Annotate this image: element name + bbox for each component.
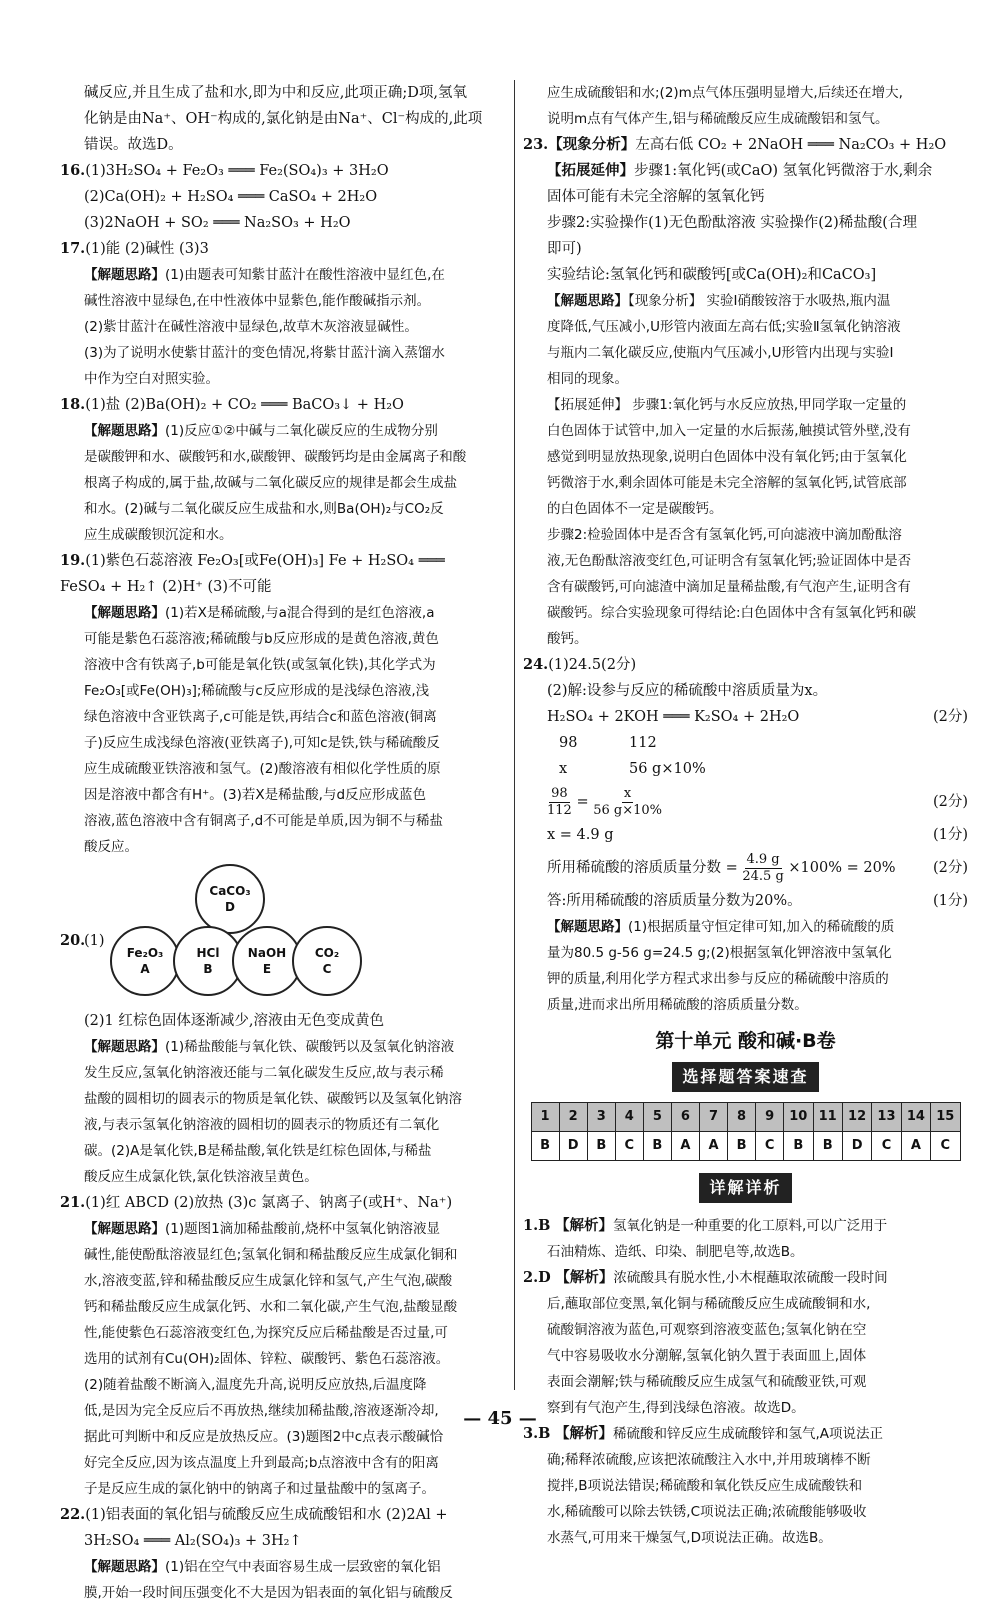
question-21 <box>60 1190 505 1502</box>
banner-label: 选择题答案速查 <box>672 1062 818 1092</box>
mass-fraction-label: 所用稀硫酸的溶质质量分数 = <box>547 860 743 876</box>
explanation-line: 察到有气泡产生,得到浅绿色溶液。故选D。 <box>547 1400 805 1416</box>
explanation-tag: 【解题思路】 <box>547 293 628 309</box>
section-tag: 【现象分析】 <box>548 137 636 153</box>
ratio-value: 112 <box>629 735 657 751</box>
explanation-line: 绿色溶液中含亚铁离子,c可能是铁,再结合c和蓝色溶液(铜离 <box>84 709 437 725</box>
circle-formula: CO₂ <box>314 946 340 960</box>
explanation-line: 碱性溶液中显绿色,在中性液体中显紫色,能作酸碱指示剂。 <box>84 293 431 309</box>
explanation-tag: 【解题思路】 <box>84 267 165 283</box>
answer-choice: C <box>615 1132 643 1161</box>
explanation-line: 度降低,气压减小,U形管内液面左高右低;实验Ⅱ氢氧化钠溶液 <box>547 319 901 335</box>
explanation-line: 【拓展延伸】 步骤1:氧化钙与水反应放热,甲同学取一定量的 <box>547 397 907 413</box>
answer-question-number: 15 <box>931 1103 960 1132</box>
explanation-line: 和水。(2)碱与二氧化碳反应生成盐和水,则Ba(OH)₂与CO₂反 <box>84 501 444 517</box>
answer-question-number: 4 <box>615 1103 643 1132</box>
answer-question-number: 3 <box>587 1103 615 1132</box>
explanation-line: 发生反应,氢氧化钠溶液还能与二氧化碳发生反应,故与表示稀 <box>84 1065 444 1081</box>
explanation-line: 子是反应生成的氯化钠中的钠离子和过量盐酸中的氢离子。 <box>84 1481 435 1497</box>
answer-line: (2)1 红棕色固体逐渐减少,溶液由无色变成黄色 <box>84 1013 384 1029</box>
left-column <box>60 80 505 1606</box>
answer-line: 3H₂SO₄ ═══ Al₂(SO₄)₃ + 3H₂↑ <box>84 1533 302 1549</box>
answer-check-banner <box>523 1062 968 1092</box>
circle-formula: CaCO₃ <box>209 884 251 898</box>
answer-choice: D <box>559 1132 587 1161</box>
question-number: 3.B <box>523 1425 551 1442</box>
answer-question-number: 7 <box>699 1103 727 1132</box>
numerator: 98 <box>551 785 568 801</box>
answer-choice: C <box>872 1132 901 1161</box>
explanation-line: 选用的试剂有Cu(OH)₂固体、锌粒、碳酸钙、紫色石蕊溶液。 <box>84 1351 450 1367</box>
final-answer: 答:所用稀硫酸的溶质质量分数为20%。 <box>547 893 802 909</box>
explanation-tag: 【解题思路】 <box>84 1039 165 1055</box>
intro-block <box>60 80 505 158</box>
right-column <box>523 80 968 1551</box>
answer-choice: B <box>531 1132 559 1161</box>
fraction <box>547 786 572 819</box>
explanation-line: 根离子构成的,属于盐,故碱与二氧化碳反应的规律是都会生成盐 <box>84 475 458 491</box>
explanation-line: 相同的现象。 <box>547 371 628 387</box>
explanation-tag: 【解题思路】 <box>84 1559 165 1575</box>
explanation-tag: 【解题思路】 <box>547 919 628 935</box>
answer-line: FeSO₄ + H₂↑ (2)H⁺ (3)不可能 <box>60 579 272 595</box>
explanation-line: (2)紫甘蓝汁在碱性溶液中显绿色,故草木灰溶液显碱性。 <box>84 319 418 335</box>
answer-line: (1)3H₂SO₄ + Fe₂O₃ ═══ Fe₂(SO₄)₃ + 3H₂O <box>85 163 389 179</box>
circle-letter: D <box>225 900 235 914</box>
question-number: 19. <box>60 552 86 569</box>
explanation-line: 好完全反应,因为该点温度上升到最高;b点溶液中含有的阳离 <box>84 1455 439 1471</box>
answer-line: (3)2NaOH + SO₂ ═══ Na₂SO₃ + H₂O <box>84 215 351 231</box>
explanation-line: Fe₂O₃[或Fe(OH)₃];稀硫酸与c反应形成的是浅绿色溶液,浅 <box>84 683 430 699</box>
answer-choice: C <box>931 1132 960 1161</box>
explanation-line: 可能是紫色石蕊溶液;稀硫酸与b反应形成的是黄色溶液,黄色 <box>84 631 439 647</box>
score: (2分) <box>932 709 968 725</box>
text-line: 碱反应,并且生成了盐和水,即为中和反应,此项正确;D项,氢氧 <box>84 85 467 101</box>
explanation-tag: 【解题思路】 <box>84 1221 165 1237</box>
explanation-line: 说明m点有气体产生,铝与稀硫酸反应生成硫酸铝和氢气。 <box>547 111 889 127</box>
explanation-line: 溶液中含有铁离子,b可能是氧化铁(或氢氧化铁),其化学式为 <box>84 657 436 673</box>
explanation-line: 水,稀硫酸可以除去铁锈,C项说法正确;浓硫酸能够吸收 <box>547 1504 867 1520</box>
explanation-tag: 【解题思路】 <box>84 423 165 439</box>
detail-3 <box>523 1421 968 1551</box>
explanation-line: 是碳酸钾和水、碳酸钙和水,碳酸钾、碳酸钙均是由金属离子和酸 <box>84 449 467 465</box>
answer-question-number: 8 <box>728 1103 756 1132</box>
answer-line: 即可) <box>547 241 582 257</box>
ratio-value: 98 <box>559 735 578 751</box>
explanation-line: 与瓶内二氧化碳反应,使瓶内气压减小,U形管内出现与实验Ⅰ <box>547 345 894 361</box>
explanation-line: 硫酸铜溶液为蓝色,可观察到溶液变蓝色;氢氧化钠在空 <box>547 1322 867 1338</box>
proportion-row <box>523 782 968 822</box>
answer-row <box>523 888 968 914</box>
explanation-line: 低,是因为完全反应后不再放热,继续加稀盐酸,溶液逐渐冷却, <box>84 1403 439 1419</box>
answer-question-number: 13 <box>872 1103 901 1132</box>
explanation-line: (1)根据质量守恒定律可知,加入的稀硫酸的质 <box>628 919 895 935</box>
denominator: 56 g×10% <box>593 802 662 818</box>
question-24 <box>523 652 968 1018</box>
explanation-line: 含有碳酸钙,可向滤渣中滴加足量稀盐酸,有气泡产生,证明含有 <box>547 579 911 595</box>
answer-choice: B <box>643 1132 671 1161</box>
denominator: 24.5 g <box>742 868 784 884</box>
explanation-line: 盐酸的圆相切的圆表示的物质是氧化铁、碳酸钙以及氢氧化钠溶 <box>84 1091 462 1107</box>
circle-letter: B <box>203 962 213 976</box>
answer-question-number: 14 <box>901 1103 930 1132</box>
explanation-line: 量为80.5 g-56 g=24.5 g;(2)根据氢氧化钾溶液中氢氧化 <box>547 945 892 961</box>
answer-line: (1)能 (2)碱性 (3)3 <box>85 241 209 257</box>
answer-choice: C <box>756 1132 784 1161</box>
explanation-tag: 【解析】 <box>555 1218 614 1234</box>
explanation-line: (1)题图1滴加稀盐酸前,烧杯中氢氧化钠溶液显 <box>165 1221 441 1237</box>
circle-d <box>195 864 265 934</box>
question-20 <box>60 864 505 1190</box>
circle-formula: HCl <box>196 946 220 960</box>
banner-label: 详解详析 <box>699 1173 791 1203</box>
circle-letter: A <box>140 962 150 976</box>
answer-question-number: 2 <box>559 1103 587 1132</box>
section-tag: 【拓展延伸】 <box>547 163 634 179</box>
explanation-line: 确;稀释浓硫酸,应该把浓硫酸注入水中,并用玻璃棒不断 <box>547 1452 871 1468</box>
explanation-tag: 【解析】 <box>555 1270 614 1286</box>
column-divider <box>514 80 515 1390</box>
explanation-line: 的白色固体不一定是碳酸钙。 <box>547 501 723 517</box>
explanation-tag: 【解题思路】 <box>84 605 165 621</box>
answer-line: (2)解:设参与反应的稀硫酸中溶质质量为x。 <box>547 683 828 699</box>
circle-c <box>292 926 362 996</box>
text-line: 化钠是由Na⁺、OH⁻构成的,氯化钠是由Na⁺、Cl⁻构成的,此项 <box>84 111 483 127</box>
explanation-line: 石油精炼、造纸、印染、制肥皂等,故选B。 <box>547 1244 804 1260</box>
circle-a <box>110 926 180 996</box>
sub-question-label: (1) <box>84 933 105 949</box>
explanation-line: 搅拌,B项说法错误;稀硫酸和氧化铁反应生成硫酸铁和 <box>547 1478 863 1494</box>
explanation-line: (1)若X是稀硫酸,与a混合得到的是红色溶液,a <box>165 605 435 621</box>
fraction <box>593 786 662 819</box>
ratio-value: x <box>559 761 568 777</box>
answer-line: 固体可能有未完全溶解的氢氧化钙 <box>547 189 765 205</box>
answer-choice: D <box>842 1132 871 1161</box>
score: (2分) <box>932 794 968 810</box>
answer-question-number: 12 <box>842 1103 871 1132</box>
question-18 <box>60 392 505 548</box>
explanation-line: 应生成碳酸钡沉淀和水。 <box>84 527 233 543</box>
explanation-line: 钾的质量,利用化学方程式求出参与反应的稀硫酸中溶质的 <box>547 971 889 987</box>
mass-fraction-result: ×100% = 20% <box>788 860 896 876</box>
answer-line: (1)紫色石蕊溶液 Fe₂O₃[或Fe(OH)₃] Fe + H₂SO₄ ═══ <box>85 553 445 569</box>
continued-explanation <box>523 80 968 132</box>
explanation-line: (1)由题表可知紫甘蓝汁在酸性溶液中显红色,在 <box>165 267 445 283</box>
score: (2分) <box>932 860 968 876</box>
unit-title: 第十单元 酸和碱·B卷 <box>655 1030 836 1052</box>
question-19 <box>60 548 505 860</box>
numerator: x <box>623 785 632 801</box>
question-22 <box>60 1502 505 1606</box>
answer-question-number: 10 <box>784 1103 813 1132</box>
answer-line: (2)Ca(OH)₂ + H₂SO₄ ═══ CaSO₄ + 2H₂O <box>84 189 378 205</box>
explanation-line: 氢氧化钠是一种重要的化工原料,可以广泛用于 <box>613 1218 888 1234</box>
score: (1分) <box>932 893 968 909</box>
question-number: 20. <box>60 932 86 949</box>
explanation-line: 【现象分析】 实验Ⅰ硝酸铵溶于水吸热,瓶内温 <box>628 293 891 309</box>
explanation-line: 白色固体于试管中,加入一定量的水后振荡,触摸试管外壁,没有 <box>547 423 911 439</box>
circle-letter: E <box>262 962 272 976</box>
explanation-line: (3)为了说明水使紫甘蓝汁的变色情况,将紫甘蓝汁滴入蒸馏水 <box>84 345 445 361</box>
answer-line: (1)24.5(2分) <box>548 657 637 673</box>
explanation-line: 气中容易吸收水分潮解,氢氧化钠久置于表面皿上,固体 <box>547 1348 867 1364</box>
answer-table-row <box>531 1132 960 1161</box>
explanation-line: 溶液,蓝色溶液中含有铜离子,d不可能是单质,因为铜不与稀盐 <box>84 813 443 829</box>
question-number: 16. <box>60 162 86 179</box>
answer-choice: B <box>784 1132 813 1161</box>
explanation-line: 浓硫酸具有脱水性,小木棍蘸取浓硫酸一段时间 <box>613 1270 888 1286</box>
explanation-tag: 【解析】 <box>555 1426 614 1442</box>
answer-question-number: 6 <box>671 1103 699 1132</box>
circle-letter: C <box>322 962 332 976</box>
explanation-line: 后,蘸取部位变黑,氧化铜与稀硫酸反应生成硫酸铜和水, <box>547 1296 871 1312</box>
question-17 <box>60 236 505 392</box>
answer-choice: B <box>587 1132 615 1161</box>
mass-fraction-row <box>523 848 968 888</box>
explanation-line: 子)反应生成浅绿色溶液(亚铁离子),可知c是铁,铁与稀硫酸反 <box>84 735 440 751</box>
explanation-line: 碱性,能使酚酞溶液显红色;氢氧化铜和稀盐酸反应生成氯化铜和 <box>84 1247 458 1263</box>
score: (1分) <box>932 827 968 843</box>
result-row <box>523 822 968 848</box>
detail-2 <box>523 1265 968 1421</box>
answer-line: 实验结论:氢氧化钙和碳酸钙[或Ca(OH)₂和CaCO₃] <box>547 267 877 283</box>
explanation-line: (2)随着盐酸不断滴入,温度先升高,说明反应放热,后温度降 <box>84 1377 427 1393</box>
question-number: 22. <box>60 1506 86 1523</box>
question-number: 23. <box>523 136 549 153</box>
equals-sign: = <box>576 794 589 810</box>
detail-1 <box>523 1213 968 1265</box>
explanation-line: (1)稀盐酸能与氧化铁、碳酸钙以及氢氧化钠溶液 <box>165 1039 455 1055</box>
question-23 <box>523 132 968 652</box>
explanation-line: 水,溶液变蓝,锌和稀盐酸反应生成氯化锌和氢气,产生气泡,碳酸 <box>84 1273 453 1289</box>
explanation-line: 表面会潮解;铁与稀硫酸反应生成氢气和硫酸亚铁,可观 <box>547 1374 867 1390</box>
chemical-equation: H₂SO₄ + 2KOH ═══ K₂SO₄ + 2H₂O <box>547 709 800 725</box>
explanation-line: 步骤2:检验固体中是否含有氢氧化钙,可向滤液中滴加酚酞溶 <box>547 527 902 543</box>
answer-line: (1)红 ABCD (2)放热 (3)c 氯离子、钠离子(或H⁺、Na⁺) <box>85 1195 453 1211</box>
explanation-line: 稀硫酸和锌反应生成硫酸锌和氢气,A项说法正 <box>613 1426 884 1442</box>
question-number: 21. <box>60 1194 86 1211</box>
answer-table <box>531 1102 961 1161</box>
explanation-line: 酸反应。 <box>84 839 138 855</box>
explanation-line: 液,无色酚酞溶液变红色,可证明含有氢氧化钙;验证固体中是否 <box>547 553 912 569</box>
answer-line: 左高右低 CO₂ + 2NaOH ═══ Na₂CO₃ + H₂O <box>635 137 947 153</box>
question-number: 18. <box>60 396 86 413</box>
explanation-line: 液,与表示氢氧化钠溶液的圆相切的圆表示的物质还有二氧化 <box>84 1117 440 1133</box>
answer-line: 步骤2:实验操作(1)无色酚酞溶液 实验操作(2)稀盐酸(合理 <box>547 215 917 231</box>
circle-diagram <box>60 864 505 1004</box>
answer-question-number: 9 <box>756 1103 784 1132</box>
explanation-line: 应生成硫酸铝和水;(2)m点气体压强明显增大,后续还在增大, <box>547 85 903 101</box>
answer-line: 步骤1:氧化钙(或CaO) 氢氧化钙微溶于水,剩余 <box>634 163 933 179</box>
question-number: 17. <box>60 240 86 257</box>
answer-choice: B <box>813 1132 842 1161</box>
answer-choice: A <box>901 1132 930 1161</box>
question-number: 24. <box>523 656 549 673</box>
explanation-line: 应生成硫酸亚铁溶液和氢气。(2)酸溶液有相似化学性质的原 <box>84 761 441 777</box>
explanation-line: 酸反应生成氯化铁,氯化铁溶液呈黄色。 <box>84 1169 318 1185</box>
answer-line: (1)盐 (2)Ba(OH)₂ + CO₂ ═══ BaCO₃↓ + H₂O <box>85 397 404 413</box>
explanation-line: 钙微溶于水,剩余固体可能是未完全溶解的氢氧化钙,试管底部 <box>547 475 907 491</box>
answer-choice: A <box>671 1132 699 1161</box>
ratio-value: 56 g×10% <box>629 761 706 777</box>
question-16 <box>60 158 505 236</box>
explanation-line: (1)铝在空气中表面容易生成一层致密的氧化铝 <box>165 1559 441 1575</box>
explanation-line: 碳酸钙。综合实验现象可得结论:白色固体中含有氢氧化钙和碳 <box>547 605 917 621</box>
explanation-line: 据此可判断中和反应是放热反应。(3)题图2中c点表示酸碱恰 <box>84 1429 444 1445</box>
fraction <box>742 852 783 885</box>
explanation-line: 质量,进而求出所用稀硫酸的溶质质量分数。 <box>547 997 808 1013</box>
explanation-line: (1)反应①②中碱与二氧化碳反应的生成物分别 <box>165 423 438 439</box>
text-line: 错误。故选D。 <box>84 137 183 153</box>
answer-question-number: 1 <box>531 1103 559 1132</box>
explanation-line: 酸钙。 <box>547 631 588 647</box>
answer-question-number: 11 <box>813 1103 842 1132</box>
answer-table-header <box>531 1103 960 1132</box>
explanation-line: 性,能使紫色石蕊溶液变红色,为探究反应后稀盐酸是否过量,可 <box>84 1325 448 1341</box>
result: x = 4.9 g <box>547 827 614 843</box>
question-number: 2.D <box>523 1269 551 1286</box>
answer-choice: B <box>728 1132 756 1161</box>
explanation-line: 膜,开始一段时间压强变化不大是因为铝表面的氧化铝与硫酸反 <box>84 1585 453 1601</box>
explanation-line: 水蒸气,可用来干燥氢气,D项说法正确。故选B。 <box>547 1530 832 1546</box>
explanation-line: 碳。(2)A是氧化铁,B是稀盐酸,氧化铁是红棕色固体,与稀盐 <box>84 1143 432 1159</box>
answer-line: (1)铝表面的氧化铝与硫酸反应生成硫酸铝和水 (2)2Al + <box>85 1507 448 1523</box>
detailed-explanation-banner <box>523 1173 968 1203</box>
question-number: 1.B <box>523 1217 551 1234</box>
circle-formula: NaOH <box>247 946 287 960</box>
explanation-line: 钙和稀盐酸反应生成氯化钙、水和二氧化碳,产生气泡,盐酸显酸 <box>84 1299 458 1315</box>
explanation-line: 因是溶液中都含有H⁺。(3)若X是稀盐酸,与d反应形成蓝色 <box>84 787 427 803</box>
circle-formula: Fe₂O₃ <box>126 946 164 960</box>
explanation-line: 中作为空白对照实验。 <box>84 371 219 387</box>
equation-row <box>523 704 968 730</box>
answer-question-number: 5 <box>643 1103 671 1132</box>
numerator: 4.9 g <box>746 851 780 867</box>
explanation-line: 感觉到明显放热现象,说明白色固体中没有氧化钙;由于氢氧化 <box>547 449 907 465</box>
denominator: 112 <box>547 802 572 818</box>
page-number: — 45 — <box>463 1408 537 1429</box>
answer-choice: A <box>699 1132 727 1161</box>
